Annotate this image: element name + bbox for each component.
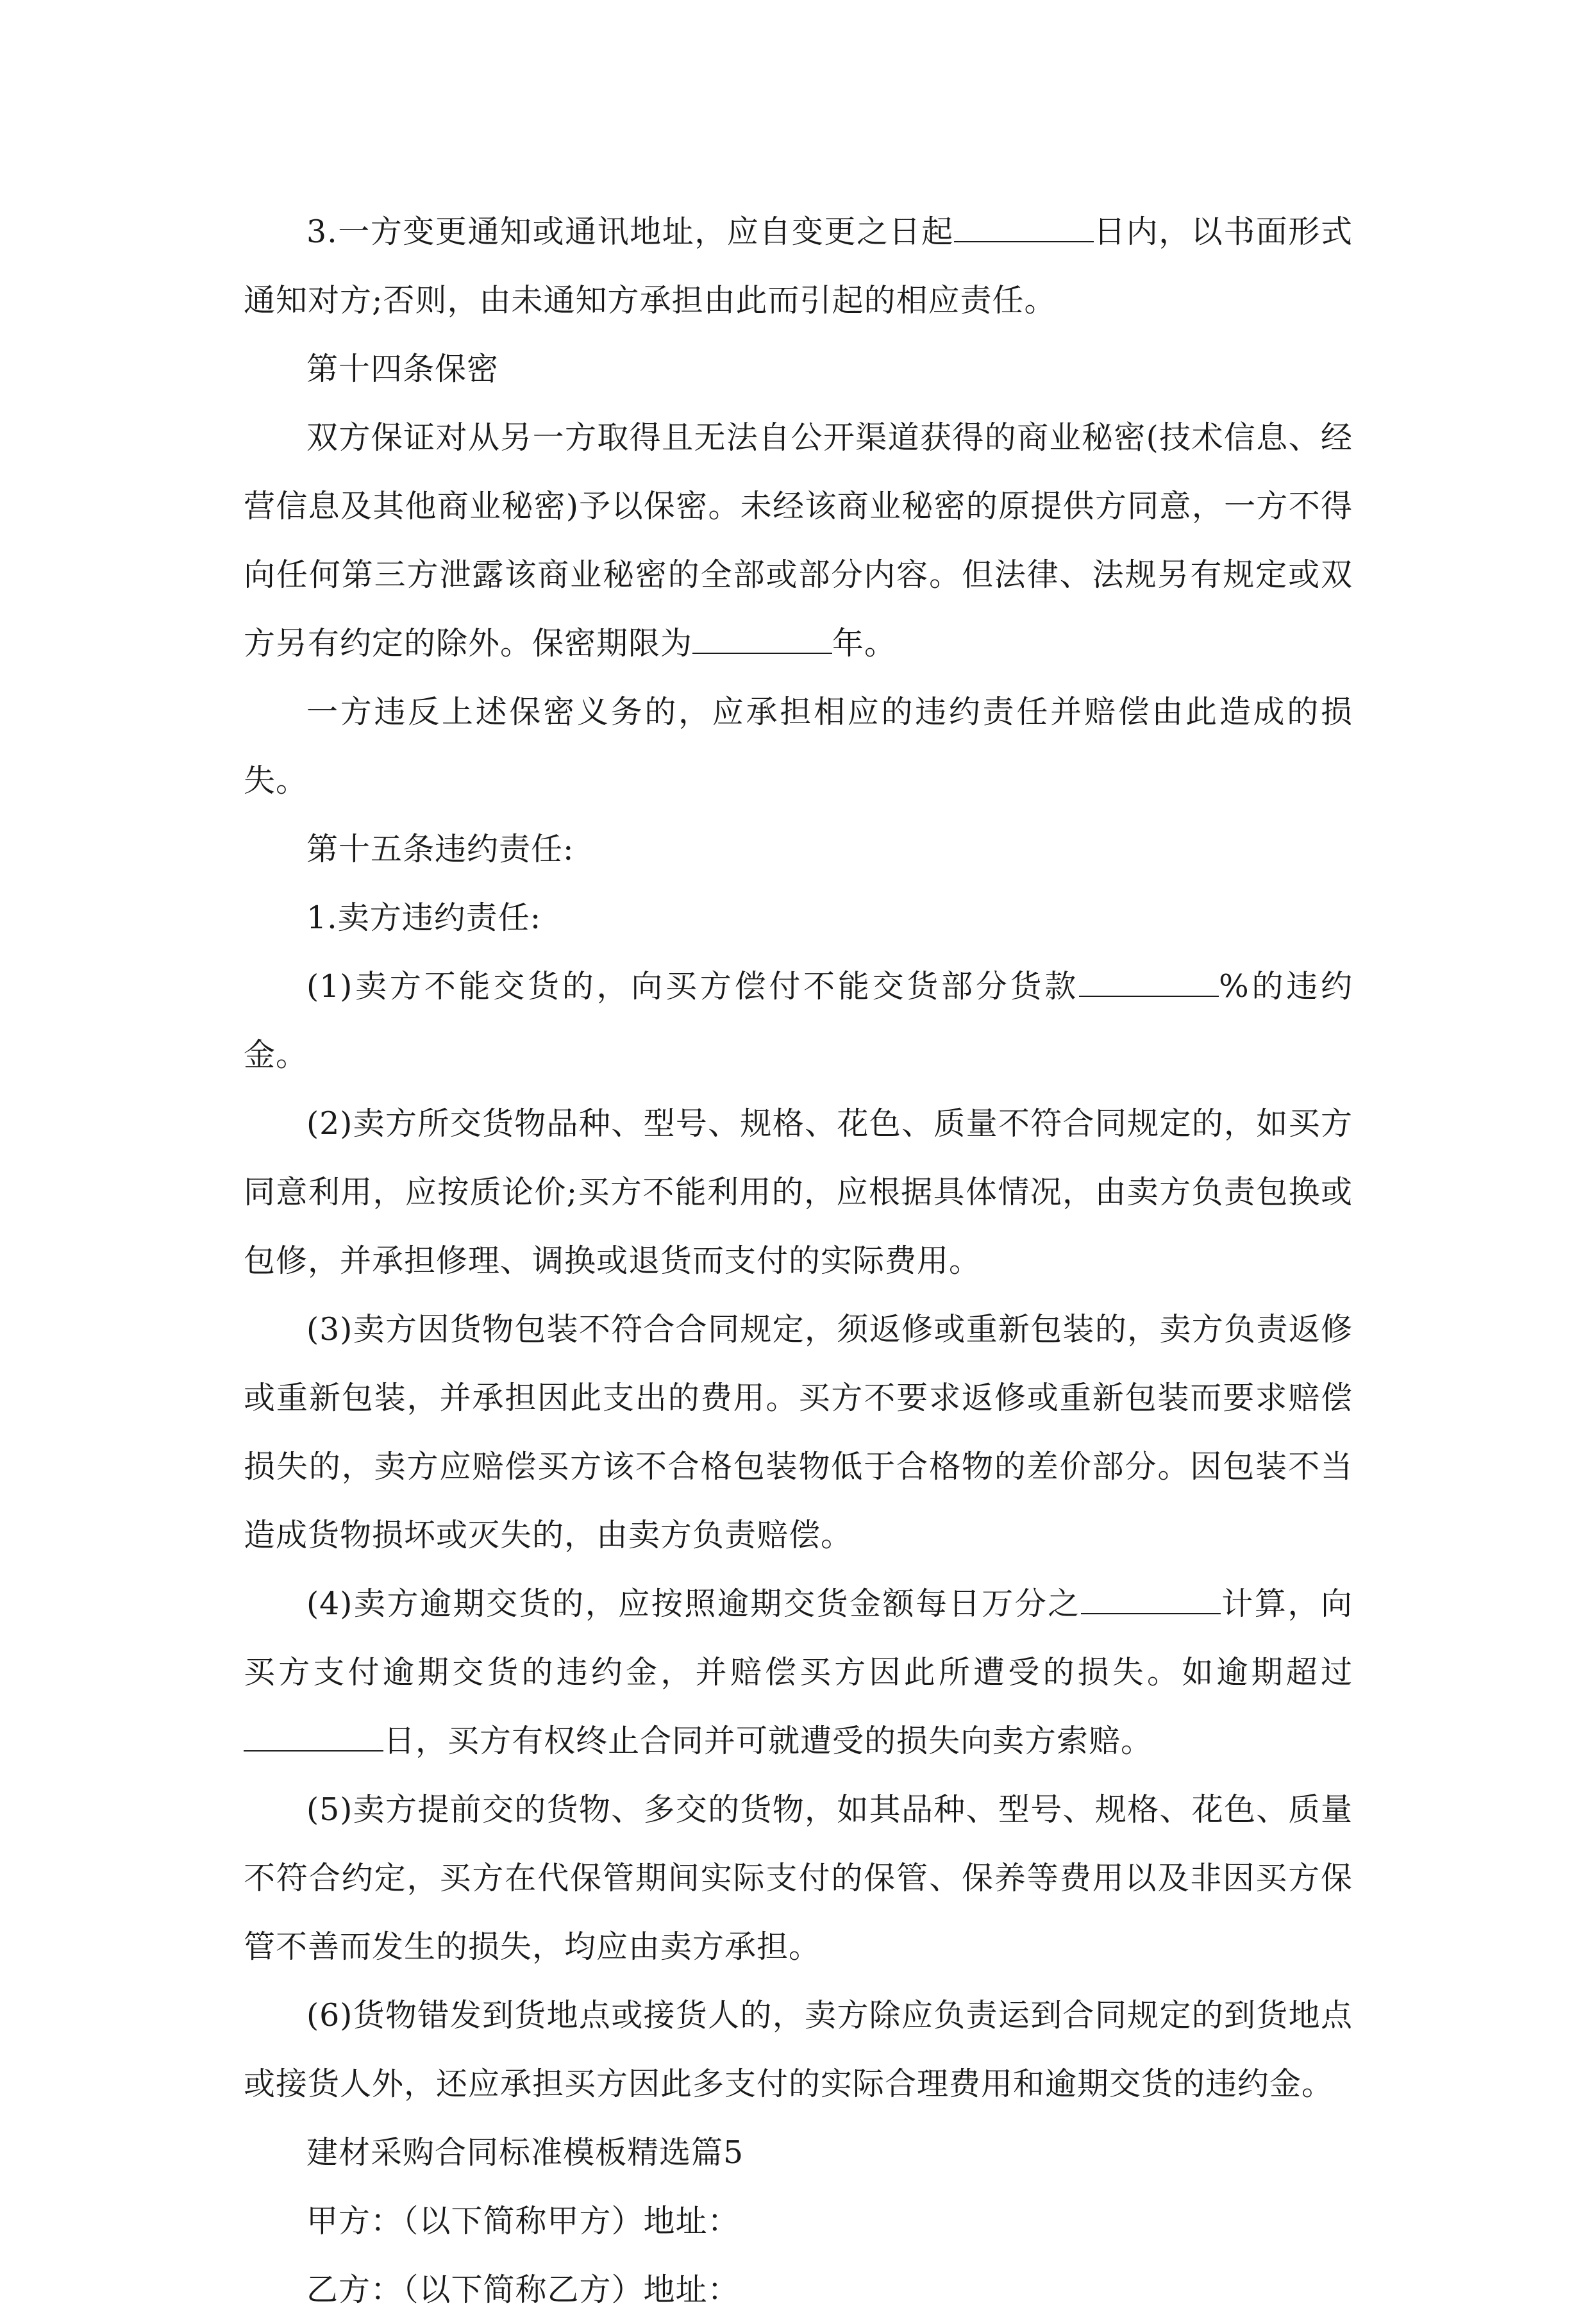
blank-line: [692, 624, 832, 654]
document-body: [244, 197, 1353, 2324]
text-segment: 乙方：（以下简称乙方）地址：: [306, 2271, 740, 2308]
text-segment: %的违约金。: [244, 968, 1353, 1073]
text-segment: 日，买方有权终止合同并可就遭受的损失向卖方索赔。: [383, 1723, 1153, 1759]
clause-2: [244, 1089, 1353, 1295]
section-title: [244, 2118, 1353, 2187]
clause-6: [244, 1981, 1353, 2118]
text-segment: (3)卖方因货物包装不符合合同规定，须返修或重新包装的，卖方负责返修或重新包装，并承担因此支出的费用。买方不要求返修或重新包装而要求赔偿损失的，卖方应赔偿买方该不合格包装物低于合格物的差价部分。因包装不当造成货物损坏或灭失的，由卖方负责赔偿。: [244, 1311, 1353, 1553]
party-a-line: [244, 2187, 1353, 2255]
text-segment: (1)卖方不能交货的，向买方偿付不能交货部分货款: [306, 968, 1080, 1005]
text-segment: 1.卖方违约责任:: [306, 899, 542, 936]
paragraph-confidentiality: [244, 403, 1353, 678]
text-segment: 第十四条保密: [306, 351, 499, 387]
text-segment: 第十五条违约责任:: [306, 831, 574, 867]
blank-line: [1079, 967, 1219, 997]
text-segment: (5)卖方提前交的货物、多交的货物，如其品种、型号、规格、花色、质量不符合约定，买方在代保管期间实际支付的保管、保养等费用以及非因买方保管不善而发生的损失，均应由卖方承担。: [244, 1791, 1353, 1965]
text-segment: 双方保证对从另一方取得且无法自公开渠道获得的商业秘密(技术信息、经营信息及其他商业秘密)予以保密。未经该商业秘密的原提供方同意，一方不得向任何第三方泄露该商业秘密的全部或部分内容。但法律、法规另有规定或双方另有约定的除外。保密期限为: [244, 419, 1353, 662]
blank-line: [244, 1722, 383, 1751]
party-b-line: [244, 2255, 1353, 2324]
text-segment: 甲方：（以下简称甲方）地址：: [306, 2203, 740, 2239]
text-segment: 年。: [832, 625, 897, 662]
heading-article-14: [244, 335, 1353, 403]
text-segment: (2)卖方所交货物品种、型号、规格、花色、质量不符合同规定的，如买方同意利用，应按质论价;买方不能利用的，应根据具体情况，由卖方负责包换或包修，并承担修理、调换或退货而支付的实际费用。: [244, 1105, 1353, 1279]
heading-article-15: [244, 815, 1353, 883]
clause-5: [244, 1775, 1353, 1981]
blank-line: [954, 213, 1094, 242]
blank-line: [1081, 1585, 1221, 1614]
clause-1: [244, 952, 1353, 1089]
text-segment: 日内，以书面形式通知对方;否则，由未通知方承担由此而引起的相应责任。: [244, 213, 1353, 319]
text-segment: 一方违反上述保密义务的，应承担相应的违约责任并赔偿由此造成的损失。: [244, 694, 1353, 799]
clause-3: [244, 1295, 1353, 1569]
text-segment: 计算，向买方支付逾期交货的违约金，并赔偿买方因此所遭受的损失。如逾期超过: [244, 1585, 1353, 1691]
subheading-seller-liability: [244, 883, 1353, 952]
text-segment: 建材采购合同标准模板精选篇5: [306, 2134, 744, 2171]
text-segment: (6)货物错发到货地点或接货人的，卖方除应负责运到合同规定的到货地点或接货人外，还应承担买方因此多支付的实际合理费用和逾期交货的违约金。: [244, 1997, 1353, 2102]
text-segment: 3.一方变更通知或通讯地址，应自变更之日起: [306, 213, 954, 250]
paragraph-confidentiality-breach: [244, 678, 1353, 815]
text-segment: (4)卖方逾期交货的，应按照逾期交货金额每日万分之: [306, 1585, 1081, 1622]
clause-4: [244, 1569, 1353, 1775]
paragraph-notice-change: [244, 197, 1353, 335]
